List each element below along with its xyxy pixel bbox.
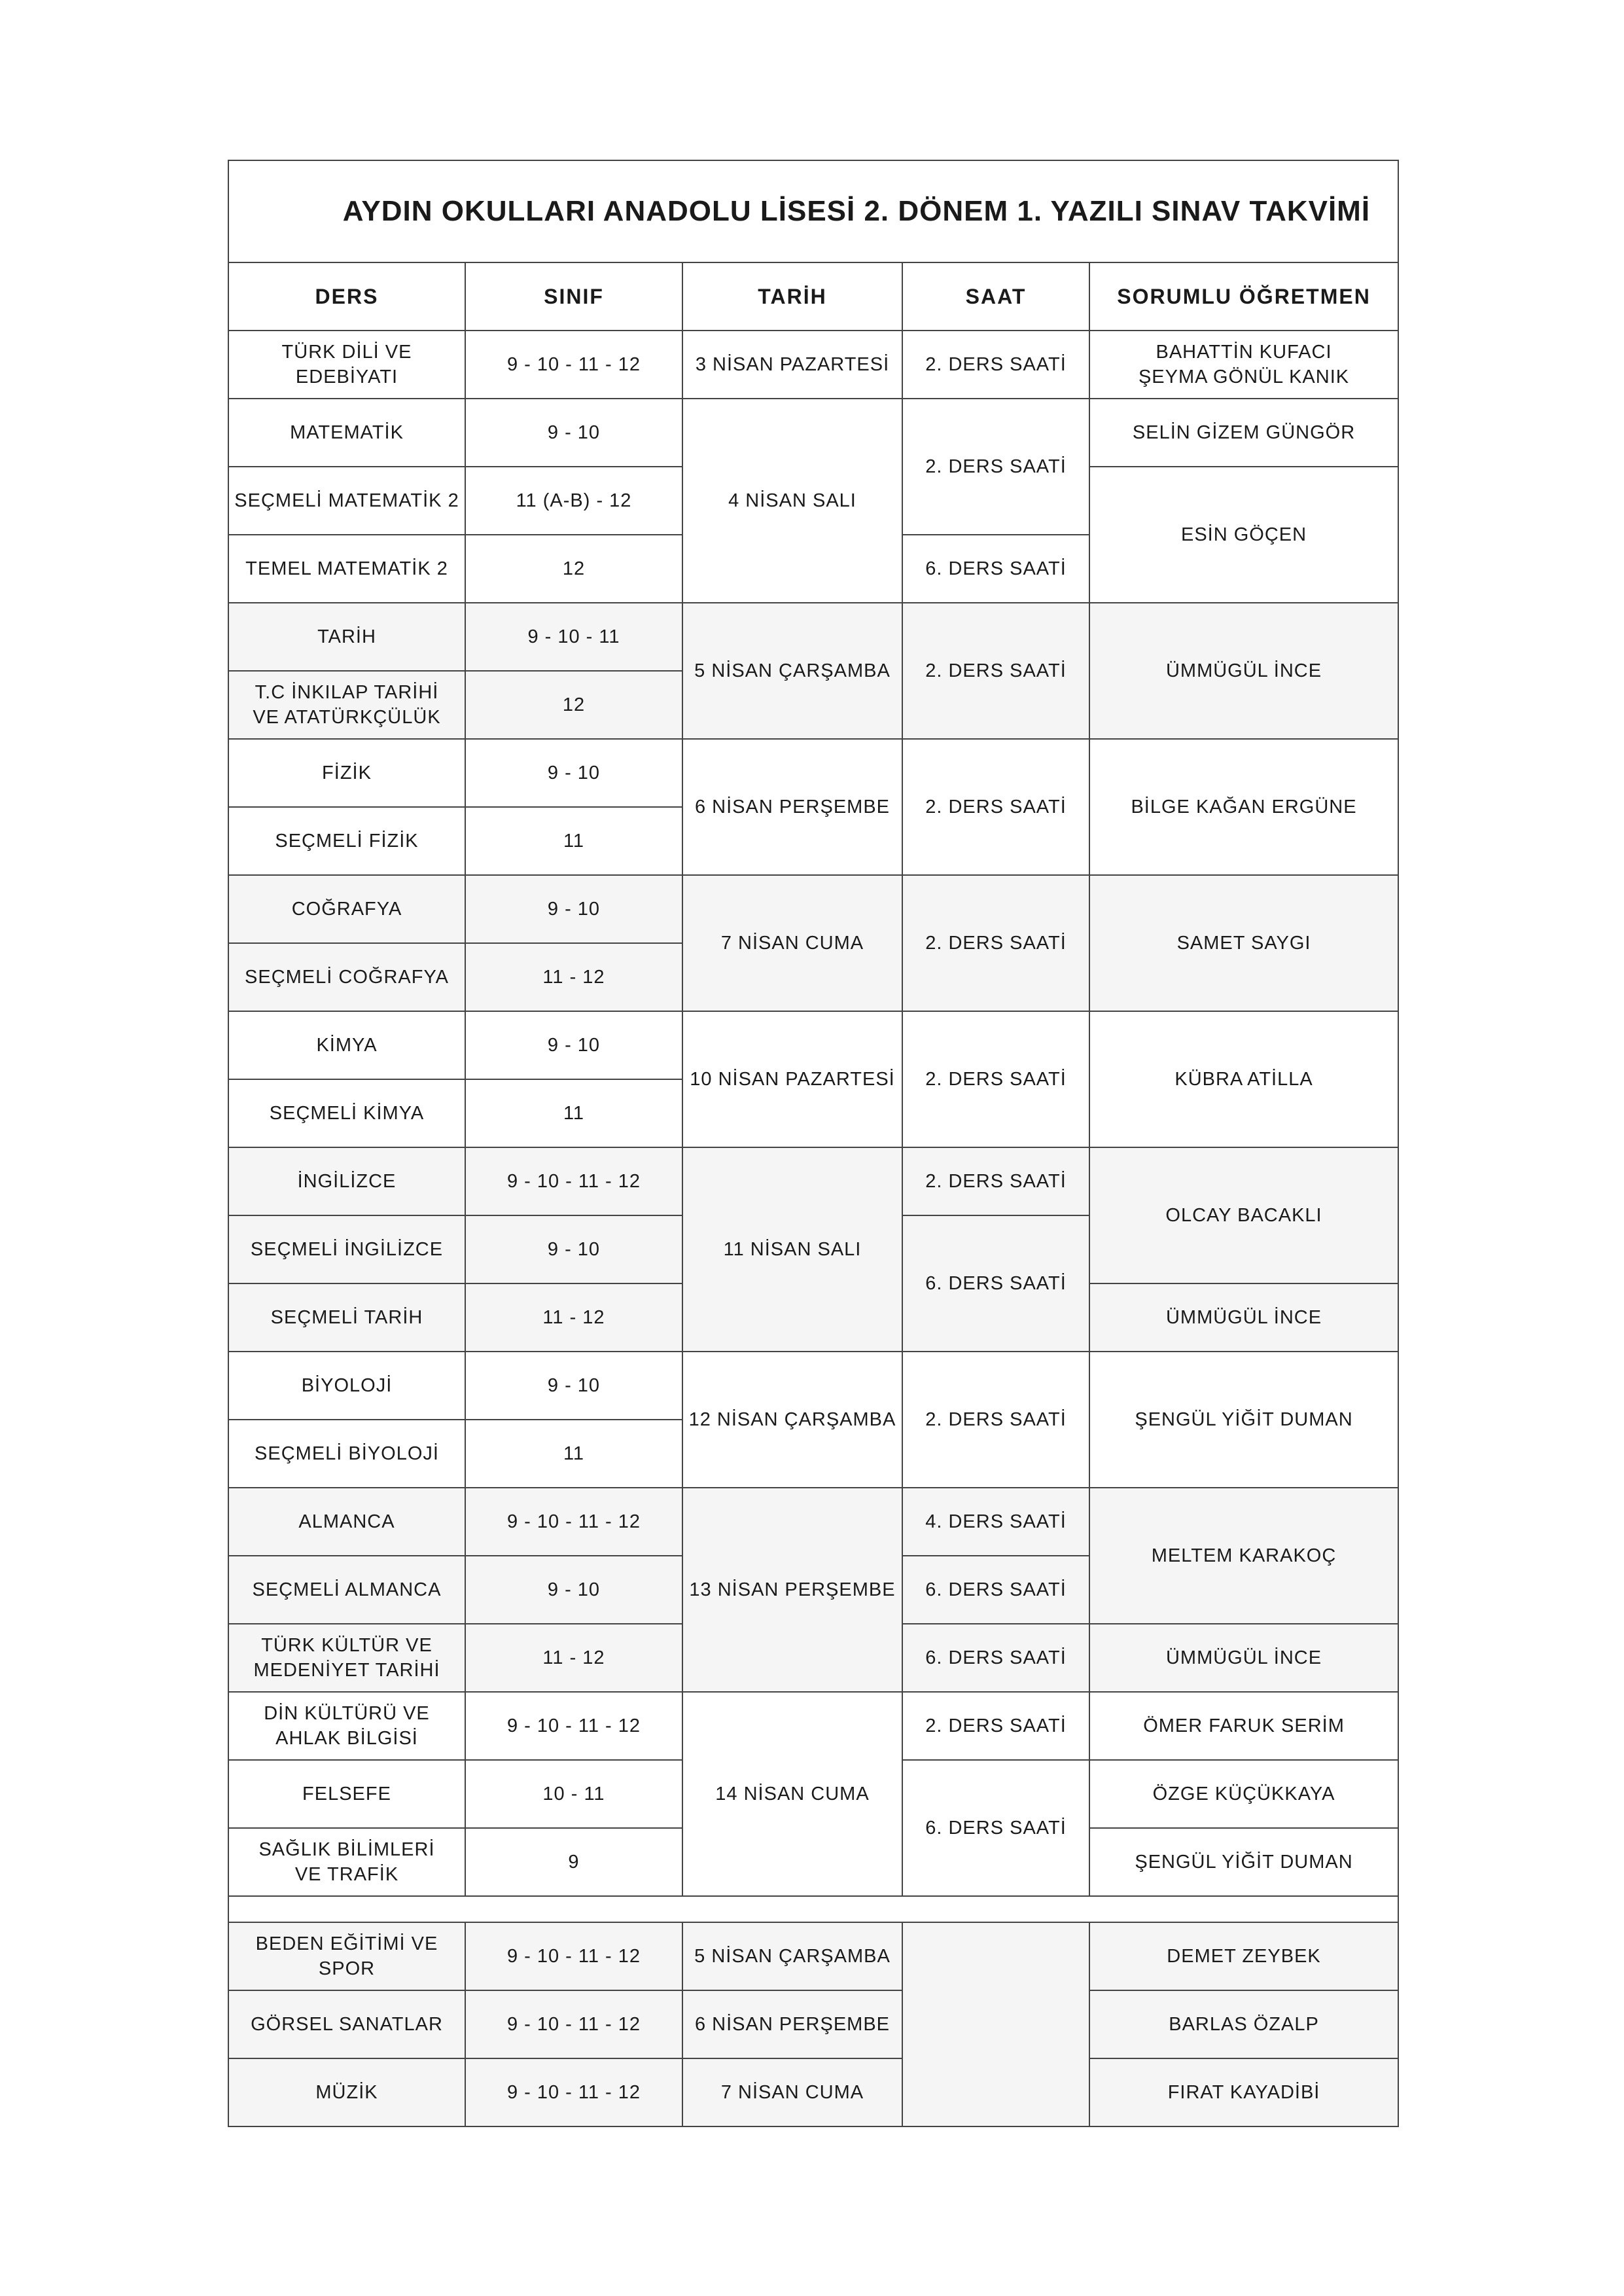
header-sinif: SINIF	[465, 262, 682, 331]
tarih-cell: 6 NİSAN PERŞEMBE	[682, 1990, 902, 2058]
ders-cell-line: MATEMATİK	[290, 422, 404, 443]
ogretmen-cell-line: ŞEYMA GÖNÜL KANIK	[1138, 367, 1350, 387]
ders-cell	[228, 943, 465, 1011]
ogretmen-cell	[1089, 331, 1398, 399]
sinif-cell: 9 - 10	[465, 1011, 682, 1079]
saat-cell: 2. DERS SAATİ	[902, 1692, 1089, 1760]
table-row	[228, 1692, 1398, 1760]
ogretmen-cell	[1089, 1828, 1398, 1896]
ogretmen-cell	[1089, 739, 1398, 875]
ogretmen-cell	[1089, 2058, 1398, 2126]
header-tarih: TARİH	[682, 262, 902, 331]
ders-cell	[228, 331, 465, 399]
ogretmen-cell-line: ÖZGE KÜÇÜKKAYA	[1152, 1784, 1335, 1804]
saat-cell: 2. DERS SAATİ	[902, 1011, 1089, 1147]
ders-cell	[228, 1283, 465, 1352]
ders-cell	[228, 2058, 465, 2126]
sinif-cell: 9 - 10	[465, 875, 682, 943]
exam-schedule-sheet	[228, 160, 1398, 2113]
ders-cell-line: SEÇMELİ ALMANCA	[252, 1579, 442, 1600]
sinif-cell: 9 - 10	[465, 1215, 682, 1283]
saat-cell: 2. DERS SAATİ	[902, 1147, 1089, 1215]
table-row	[228, 739, 1398, 807]
section-divider	[228, 1896, 1398, 1922]
table-header-row	[228, 262, 1398, 331]
ders-cell-line: İNGİLİZCE	[297, 1171, 397, 1192]
sinif-cell: 11	[465, 807, 682, 875]
table-row	[228, 1011, 1398, 1079]
sinif-cell: 9 - 10 - 11 - 12	[465, 2058, 682, 2126]
ders-cell	[228, 807, 465, 875]
ders-cell-line: SEÇMELİ FİZİK	[275, 831, 419, 852]
ogretmen-cell-line: ÜMMÜGÜL İNCE	[1165, 1647, 1322, 1668]
ders-cell	[228, 1420, 465, 1488]
ogretmen-cell-line: SAMET SAYGI	[1176, 933, 1311, 954]
page-title: AYDIN OKULLARI ANADOLU LİSESİ 2. DÖNEM 1. YAZILI SINAV TAKVİMİ	[228, 160, 1398, 262]
sinif-cell: 11 (A-B) - 12	[465, 467, 682, 535]
ogretmen-cell-line: ŞENGÜL YİĞİT DUMAN	[1135, 1409, 1353, 1430]
tarih-cell: 14 NİSAN CUMA	[682, 1692, 902, 1896]
ders-cell-line: DİN KÜLTÜRÜ VE	[264, 1703, 430, 1724]
ders-cell-line: ALMANCA	[298, 1511, 395, 1532]
ogretmen-cell	[1089, 603, 1398, 739]
saat-cell: 6. DERS SAATİ	[902, 1215, 1089, 1352]
ders-cell	[228, 1011, 465, 1079]
ders-cell	[228, 1692, 465, 1760]
ogretmen-cell	[1089, 467, 1398, 603]
saat-cell: 2. DERS SAATİ	[902, 399, 1089, 535]
ogretmen-cell	[1089, 875, 1398, 1011]
ders-cell	[228, 603, 465, 671]
sinif-cell: 11 - 12	[465, 1283, 682, 1352]
header-ders: DERS	[228, 262, 465, 331]
tarih-cell: 7 NİSAN CUMA	[682, 2058, 902, 2126]
ogretmen-cell	[1089, 1011, 1398, 1147]
sinif-cell: 11 - 12	[465, 1624, 682, 1692]
ders-cell-line: COĞRAFYA	[291, 899, 402, 920]
ogretmen-cell-line: MELTEM KARAKOÇ	[1151, 1545, 1337, 1566]
ders-cell	[228, 1922, 465, 1990]
ders-cell	[228, 1828, 465, 1896]
ogretmen-cell	[1089, 1760, 1398, 1828]
ders-cell-line: SAĞLIK BİLİMLERİ	[258, 1839, 435, 1860]
ogretmen-cell-line: BİLGE KAĞAN ERGÜNE	[1131, 797, 1357, 817]
ogretmen-cell-line: ŞENGÜL YİĞİT DUMAN	[1135, 1852, 1353, 1873]
ogretmen-cell-line: ÜMMÜGÜL İNCE	[1165, 660, 1322, 681]
sinif-cell: 9 - 10 - 11 - 12	[465, 1922, 682, 1990]
ders-cell-line: TÜRK DİLİ VE EDEBİYATI	[281, 342, 412, 387]
tarih-cell: 11 NİSAN SALI	[682, 1147, 902, 1352]
ders-cell-line: TÜRK KÜLTÜR VE	[261, 1635, 432, 1656]
sinif-cell: 9 - 10	[465, 399, 682, 467]
ogretmen-cell	[1089, 1147, 1398, 1283]
ders-cell-line: VE TRAFİK	[294, 1864, 399, 1885]
ders-cell	[228, 1215, 465, 1283]
sinif-cell: 12	[465, 535, 682, 603]
tarih-cell: 5 NİSAN ÇARŞAMBA	[682, 603, 902, 739]
ogretmen-cell-line: ÜMMÜGÜL İNCE	[1165, 1307, 1322, 1328]
ders-cell	[228, 1147, 465, 1215]
table-row	[228, 875, 1398, 943]
header-saat: SAAT	[902, 262, 1089, 331]
table-row	[228, 2058, 1398, 2126]
saat-cell: 6. DERS SAATİ	[902, 1556, 1089, 1624]
ders-cell-line: TARİH	[317, 626, 376, 647]
ders-cell-line: MEDENİYET TARİHİ	[253, 1660, 440, 1681]
sinif-cell: 9 - 10 - 11 - 12	[465, 1692, 682, 1760]
ogretmen-cell	[1089, 1922, 1398, 1990]
ders-cell	[228, 467, 465, 535]
table-row	[228, 1147, 1398, 1215]
ogretmen-cell-line: ESİN GÖÇEN	[1180, 524, 1307, 545]
saat-cell: 2. DERS SAATİ	[902, 739, 1089, 875]
ogretmen-cell-line: OLCAY BACAKLI	[1165, 1205, 1322, 1226]
saat-cell: 2. DERS SAATİ	[902, 875, 1089, 1011]
tarih-cell: 4 NİSAN SALI	[682, 399, 902, 603]
ders-cell	[228, 399, 465, 467]
ders-cell-line: BEDEN EĞİTİMİ VE SPOR	[255, 1933, 438, 1979]
ders-cell	[228, 1556, 465, 1624]
saat-cell: 6. DERS SAATİ	[902, 1624, 1089, 1692]
header-ogretmen: SORUMLU ÖĞRETMEN	[1089, 262, 1398, 331]
ders-cell	[228, 875, 465, 943]
ders-cell-line: KİMYA	[316, 1035, 378, 1056]
ders-cell	[228, 1624, 465, 1692]
ogretmen-cell	[1089, 1283, 1398, 1352]
sinif-cell: 12	[465, 671, 682, 739]
tarih-cell: 10 NİSAN PAZARTESİ	[682, 1011, 902, 1147]
table-row	[228, 1352, 1398, 1420]
ders-cell-line: SEÇMELİ TARİH	[270, 1307, 423, 1328]
ders-cell-line: BİYOLOJİ	[301, 1375, 393, 1396]
ogretmen-cell	[1089, 1692, 1398, 1760]
ders-cell	[228, 1079, 465, 1147]
ders-cell	[228, 671, 465, 739]
saat-cell: 6. DERS SAATİ	[902, 1760, 1089, 1896]
sinif-cell: 11 - 12	[465, 943, 682, 1011]
ders-cell-line: FELSEFE	[302, 1784, 391, 1804]
ogretmen-cell-line: ÖMER FARUK SERİM	[1143, 1715, 1345, 1736]
ogretmen-cell-line: SELİN GİZEM GÜNGÖR	[1132, 422, 1356, 443]
tarih-cell: 3 NİSAN PAZARTESİ	[682, 331, 902, 399]
table-row	[228, 399, 1398, 467]
ogretmen-cell	[1089, 1352, 1398, 1488]
ogretmen-cell-line: KÜBRA ATİLLA	[1174, 1069, 1313, 1090]
sinif-cell: 9 - 10 - 11 - 12	[465, 1990, 682, 2058]
tarih-cell: 7 NİSAN CUMA	[682, 875, 902, 1011]
ogretmen-cell-line: BARLAS ÖZALP	[1169, 2014, 1319, 2035]
ogretmen-cell	[1089, 1488, 1398, 1624]
ders-cell	[228, 535, 465, 603]
ogretmen-cell-line: FIRAT KAYADİBİ	[1167, 2082, 1320, 2103]
ogretmen-cell	[1089, 399, 1398, 467]
tarih-cell: 12 NİSAN ÇARŞAMBA	[682, 1352, 902, 1488]
ders-cell-line: AHLAK BİLGİSİ	[275, 1728, 418, 1749]
ders-cell-line: SEÇMELİ MATEMATİK 2	[234, 490, 459, 511]
tarih-cell: 6 NİSAN PERŞEMBE	[682, 739, 902, 875]
sinif-cell: 9 - 10	[465, 739, 682, 807]
saat-cell: 2. DERS SAATİ	[902, 603, 1089, 739]
ders-cell	[228, 1990, 465, 2058]
ders-cell-line: TEMEL MATEMATİK 2	[245, 558, 448, 579]
sinif-cell: 10 - 11	[465, 1760, 682, 1828]
ders-cell-line: SEÇMELİ İNGİLİZCE	[250, 1239, 444, 1260]
ders-cell-line: GÖRSEL SANATLAR	[251, 2014, 443, 2035]
ders-cell-line: SEÇMELİ COĞRAFYA	[245, 967, 449, 988]
table-row	[228, 1990, 1398, 2058]
table-row	[228, 603, 1398, 671]
saat-cell: 2. DERS SAATİ	[902, 1352, 1089, 1488]
sinif-cell: 11	[465, 1079, 682, 1147]
table-row	[228, 1922, 1398, 1990]
sinif-cell: 9 - 10 - 11	[465, 603, 682, 671]
ders-cell-line: FİZİK	[322, 762, 372, 783]
saat-cell: 6. DERS SAATİ	[902, 535, 1089, 603]
saat-cell: 4. DERS SAATİ	[902, 1488, 1089, 1556]
sinif-cell: 11	[465, 1420, 682, 1488]
saat-cell-empty	[902, 1922, 1089, 2126]
tarih-cell: 5 NİSAN ÇARŞAMBA	[682, 1922, 902, 1990]
table-row	[228, 331, 1398, 399]
exam-schedule-table	[228, 160, 1399, 2127]
ders-cell	[228, 1760, 465, 1828]
sinif-cell: 9	[465, 1828, 682, 1896]
table-row	[228, 1488, 1398, 1556]
sinif-cell: 9 - 10 - 11 - 12	[465, 1147, 682, 1215]
sinif-cell: 9 - 10	[465, 1352, 682, 1420]
ders-cell-line: SEÇMELİ BİYOLOJİ	[255, 1443, 439, 1464]
saat-cell: 2. DERS SAATİ	[902, 331, 1089, 399]
ogretmen-cell	[1089, 1990, 1398, 2058]
ders-cell-line: SEÇMELİ KİMYA	[269, 1103, 425, 1124]
sinif-cell: 9 - 10 - 11 - 12	[465, 331, 682, 399]
ders-cell-line: T.C İNKILAP TARİHİ	[255, 682, 439, 703]
ogretmen-cell-line: BAHATTİN KUFACI	[1156, 342, 1332, 363]
ogretmen-cell	[1089, 1624, 1398, 1692]
sinif-cell: 9 - 10 - 11 - 12	[465, 1488, 682, 1556]
ogretmen-cell-line: DEMET ZEYBEK	[1167, 1946, 1321, 1967]
ders-cell	[228, 739, 465, 807]
ders-cell-line: MÜZİK	[315, 2082, 378, 2103]
sinif-cell: 9 - 10	[465, 1556, 682, 1624]
tarih-cell: 13 NİSAN PERŞEMBE	[682, 1488, 902, 1692]
ders-cell	[228, 1488, 465, 1556]
ders-cell-line: VE ATATÜRKÇÜLÜK	[253, 707, 441, 728]
ders-cell	[228, 1352, 465, 1420]
